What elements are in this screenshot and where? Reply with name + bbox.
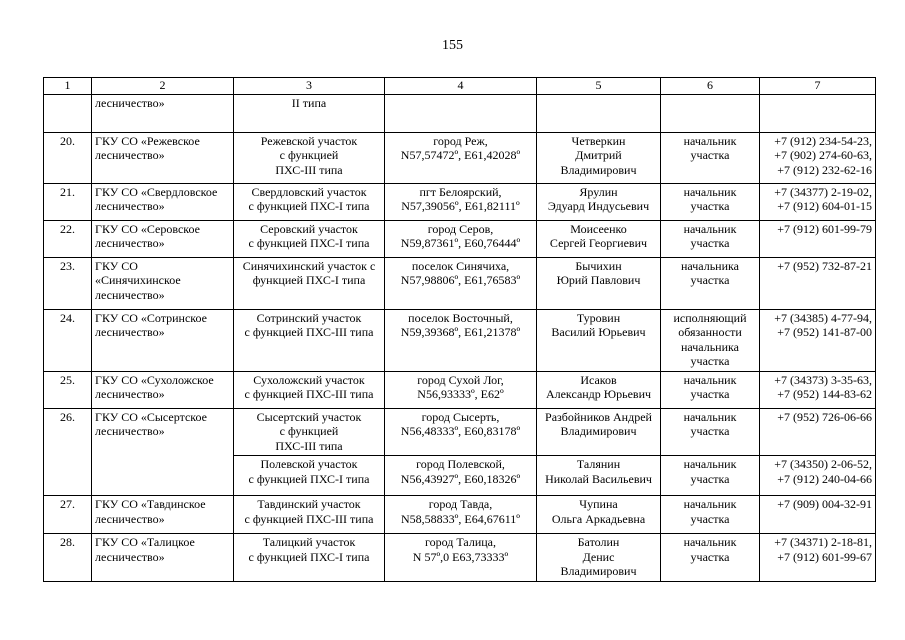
location-cell: город Сухой Лог, N56,93333º, E62º [385, 371, 537, 408]
person-cell: Чупина Ольга Аркадьевна [537, 496, 661, 534]
position-cell: начальник участка [661, 456, 760, 496]
phone-cell: +7 (912) 234-54-23, +7 (902) 274-60-63, +7 (912) 232-62-16 [760, 132, 876, 183]
unit-cell: II типа [234, 94, 385, 132]
unit-cell: Тавдинский участок с функцией ПХС-III типа [234, 496, 385, 534]
row-number-cell: 20. [44, 132, 92, 183]
position-cell: начальник участка [661, 371, 760, 408]
table-row [44, 408, 876, 456]
person-cell: Ярулин Эдуард Индусьевич [537, 183, 661, 220]
phone-cell [760, 94, 876, 132]
location-cell: пгт Белоярский, N57,39056º, E61,82111º [385, 183, 537, 220]
unit-cell: Полевской участок с функцией ПХС-I типа [234, 456, 385, 496]
phone-cell: +7 (952) 732-87-21 [760, 257, 876, 309]
row-number-cell: 28. [44, 534, 92, 582]
phone-cell: +7 (909) 004-32-91 [760, 496, 876, 534]
organization-cell: ГКУ СО «Талицкое лесничество» [92, 534, 234, 582]
table-row [44, 496, 876, 534]
phone-cell: +7 (34373) 3-35-63, +7 (952) 144-83-62 [760, 371, 876, 408]
row-number-cell: 27. [44, 496, 92, 534]
header-col-5: 5 [537, 78, 661, 95]
organization-cell: ГКУ СО «Свердловское лесничество» [92, 183, 234, 220]
unit-cell: Режевской участок с функцией ПХС-III типа [234, 132, 385, 183]
position-cell: начальник участка [661, 183, 760, 220]
unit-cell: Сысертский участок с функцией ПХС-III типа [234, 408, 385, 456]
header-col-3: 3 [234, 78, 385, 95]
table-row [44, 132, 876, 183]
person-cell [537, 94, 661, 132]
organization-cell: ГКУ СО «Синячихинское лесничество» [92, 257, 234, 309]
location-cell: город Реж, N57,57472º, E61,42028º [385, 132, 537, 183]
person-cell: Туровин Василий Юрьевич [537, 309, 661, 371]
location-cell: город Талица, N 57º,0 E63,73333º [385, 534, 537, 582]
phone-cell: +7 (34350) 2-06-52, +7 (912) 240-04-66 [760, 456, 876, 496]
person-cell: Исаков Александр Юрьевич [537, 371, 661, 408]
position-cell: начальник участка [661, 534, 760, 582]
organization-cell: ГКУ СО «Режевское лесничество» [92, 132, 234, 183]
row-number-cell: 23. [44, 257, 92, 309]
header-col-1: 1 [44, 78, 92, 95]
organization-cell: лесничество» [92, 94, 234, 132]
header-row [44, 78, 876, 95]
organization-cell: ГКУ СО «Сотринское лесничество» [92, 309, 234, 371]
row-number-cell: 21. [44, 183, 92, 220]
phone-cell: +7 (912) 601-99-79 [760, 220, 876, 257]
organization-cell: ГКУ СО «Сысертское лесничество» [92, 408, 234, 496]
position-cell: начальник участка [661, 132, 760, 183]
person-cell: Батолин Денис Владимирович [537, 534, 661, 582]
location-cell: город Тавда, N58,58833º, E64,67611º [385, 496, 537, 534]
header-col-4: 4 [385, 78, 537, 95]
phone-cell: +7 (34377) 2-19-02, +7 (912) 604-01-15 [760, 183, 876, 220]
phone-cell: +7 (34371) 2-18-81, +7 (912) 601-99-67 [760, 534, 876, 582]
header-col-6: 6 [661, 78, 760, 95]
row-number-cell: 24. [44, 309, 92, 371]
person-cell: Моисеенко Сергей Георгиевич [537, 220, 661, 257]
page-number: 155 [442, 38, 463, 53]
person-cell: Разбойников Андрей Владимирович [537, 408, 661, 456]
location-cell: город Серов, N59,87361º, E60,76444º [385, 220, 537, 257]
location-cell: поселок Восточный, N59,39368º, E61,21378º [385, 309, 537, 371]
table-row [44, 534, 876, 582]
position-cell: начальника участка [661, 257, 760, 309]
row-number-cell: 22. [44, 220, 92, 257]
position-cell: начальник участка [661, 408, 760, 456]
table-row [44, 183, 876, 220]
person-cell: Талянин Николай Васильевич [537, 456, 661, 496]
forestry-table [43, 77, 876, 582]
person-cell: Бычихин Юрий Павлович [537, 257, 661, 309]
table-row [44, 371, 876, 408]
table-row [44, 220, 876, 257]
position-cell: начальник участка [661, 220, 760, 257]
row-number-cell: 25. [44, 371, 92, 408]
unit-cell: Серовский участок с функцией ПХС-I типа [234, 220, 385, 257]
phone-cell: +7 (952) 726-06-66 [760, 408, 876, 456]
header-col-7: 7 [760, 78, 876, 95]
location-cell: поселок Синячиха, N57,98806º, E61,76583º [385, 257, 537, 309]
row-number-cell [44, 94, 92, 132]
unit-cell: Синячихинский участок с функцией ПХС-I типа [234, 257, 385, 309]
location-cell: город Полевской, N56,43927º, E60,18326º [385, 456, 537, 496]
position-cell [661, 94, 760, 132]
unit-cell: Свердловский участок с функцией ПХС-I типа [234, 183, 385, 220]
organization-cell: ГКУ СО «Серовское лесничество» [92, 220, 234, 257]
unit-cell: Сухоложский участок с функцией ПХС-III типа [234, 371, 385, 408]
location-cell: город Сысерть, N56,48333º, E60,83178º [385, 408, 537, 456]
header-col-2: 2 [92, 78, 234, 95]
organization-cell: ГКУ СО «Тавдинское лесничество» [92, 496, 234, 534]
table-row [44, 257, 876, 309]
organization-cell: ГКУ СО «Сухоложское лесничество» [92, 371, 234, 408]
table-row-continuation [44, 94, 876, 132]
position-cell: начальник участка [661, 496, 760, 534]
unit-cell: Сотринский участок с функцией ПХС-III типа [234, 309, 385, 371]
person-cell: Четверкин Дмитрий Владимирович [537, 132, 661, 183]
unit-cell: Талицкий участок с функцией ПХС-I типа [234, 534, 385, 582]
location-cell [385, 94, 537, 132]
phone-cell: +7 (34385) 4-77-94, +7 (952) 141-87-00 [760, 309, 876, 371]
position-cell: исполняющий обязанности начальника участка [661, 309, 760, 371]
row-number-cell: 26. [44, 408, 92, 496]
table-row [44, 309, 876, 371]
